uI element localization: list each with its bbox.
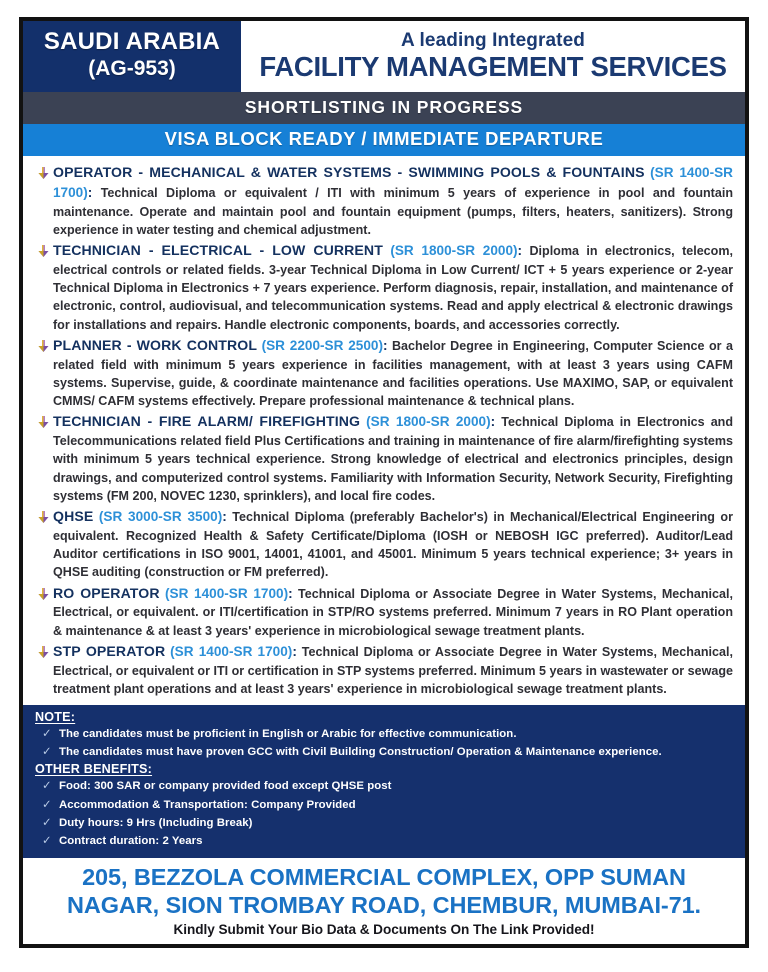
job-description: Bachelor Degree in Engineering, Computer Science or a related field with minimum 5 years experience in facilities management, with at least 3 years using CAFM systems. Supervise, guide, & coordinate maintenance and facilities operations. Use MAXIMO, SAP, or equivalent CMMS/ CAFM systems effectively. Prepare professional maintenance & technical plans. [53,338,733,409]
note-item-container [35,726,733,761]
job-title: TECHNICIAN - ELECTRICAL - LOW CURRENT [53,242,383,259]
down-arrow-icon [33,162,53,179]
visa-banner: VISA BLOCK READY / IMMEDIATE DEPARTURE [23,124,745,156]
job-listing [33,162,733,239]
job-description: Technical Diploma or Associate Degree in Water Systems, Mechanical, Electrical, or equivalent. or ITI/certification in STP/RO systems preferred. Minimum 7 years in RO Plant operation & maintenance & at least 3 years' experience in microbiological sewage treatment plants. [53,586,733,638]
check-icon: ✓ [42,746,52,759]
job-list [23,156,745,705]
job-text [53,162,733,239]
job-salary: (SR 1800-SR 2000) [366,414,491,430]
job-listing [33,583,733,640]
checklist-text: The candidates must be proficient in English or Arabic for effective communication. [59,728,517,740]
checklist-item [35,726,733,743]
job-text [53,506,733,582]
check-icon: ✓ [42,834,52,847]
recruitment-poster [19,17,749,948]
job-salary: (SR 1400-SR 1700) [53,165,733,200]
checklist-text: The candidates must have proven GCC with Civil Building Construction/ Operation & Maintenance experience. [59,746,662,759]
job-salary: (SR 2200-SR 2500) [261,337,383,353]
job-salary: (SR 3000-SR 3500) [98,509,223,525]
reference-code: (AG-953) [88,56,176,80]
check-icon: ✓ [42,780,52,793]
job-colon: : [292,643,297,659]
poster-header [23,21,745,92]
checklist-item [35,744,733,761]
down-arrow-icon [33,583,53,600]
job-listing [33,506,733,582]
down-arrow-icon [33,506,53,523]
benefit-item-container [35,778,733,849]
job-colon: : [517,243,523,259]
country-name: SAUDI ARABIA [43,28,221,56]
job-salary: (SR 1400-SR 1700) [164,585,289,601]
job-listing [33,240,733,334]
job-text [53,240,733,334]
job-title: QHSE [53,508,94,525]
job-description: Technical Diploma (preferably Bachelor's) in Mechanical/Electrical Engineering or equivalent. Recognized Health & Safety Certificate/Diploma (IOSH or NEBOSH IGC preferred). Auditor/Lead Auditor certifications in ISO 9001, 14001, 41001, and 45001. Minimum 5 years technical experience; 3+ years in QHSE auditing (construction or FM preferred). [53,510,733,580]
checklist-text: Accommodation & Transportation: Company Provided [59,798,356,811]
down-arrow-icon [33,411,53,428]
checklist-item [35,815,733,832]
company-title-block [241,21,745,92]
checklist-text: Food: 300 SAR or company provided food except QHSE post [59,780,392,793]
check-icon: ✓ [42,816,52,829]
job-title: OPERATOR - MECHANICAL & WATER SYSTEMS - SWIMMING POOLS & FOUNTAINS [53,164,645,180]
company-name: FACILITY MANAGEMENT SERVICES [259,50,727,82]
checklist-text: Contract duration: 2 Years [59,834,203,847]
job-colon: : [490,414,496,430]
shortlisting-banner: SHORTLISTING IN PROGRESS [23,92,745,124]
checklist-item [35,833,733,850]
check-icon: ✓ [42,798,52,811]
job-description: Technical Diploma or equivalent / ITI with minimum 5 years of experience in pool and fountain maintenance. Operate and maintain pool and fountain equipment (pumps, filters, heaters, sanitizers). Strong experience in water testing and chemical adjustment. [53,185,733,237]
job-colon: : [382,337,388,353]
checklist-item [35,797,733,814]
down-arrow-icon [33,335,53,352]
job-text [53,411,733,505]
job-description: Technical Diploma or Associate Degree in Water Systems, Mechanical, Electrical, or equivalent or ITI or certification in STP systems preferred. Minimum 5 years in wastewater or sewage treatment plant operations and at least 3 years' experience in microbiological sewage treatment plants. [53,644,733,696]
job-title: RO OPERATOR [53,584,160,601]
job-colon: : [87,184,93,200]
job-text [53,583,733,640]
job-colon: : [222,509,227,525]
job-salary: (SR 1400-SR 1700) [170,643,293,659]
checklist-text: Duty hours: 9 Hrs (Including Break) [59,816,253,829]
down-arrow-icon [33,240,53,257]
job-listing [33,335,733,411]
job-title: PLANNER - WORK CONTROL [53,336,258,353]
notes-panel [23,705,745,858]
job-description: Technical Diploma in Electronics and Telecommunications related field Plus Certifications and training in maintenance of fire alarm/firefighting systems with minimum 5 years technical experience. Strong knowledge of electrical and electronics principles, design drawings, and computerized control systems. Familiarity with Information Security, Network Security, Firefighting systems (FM 200, NOVEC 1230, sprinklers), and local fire codes. [53,415,734,503]
benefits-heading: OTHER BENEFITS: [35,762,153,777]
job-title: STP OPERATOR [53,642,166,659]
job-colon: : [288,585,293,601]
company-tagline: A leading Integrated [401,29,585,51]
note-heading: NOTE: [35,710,76,724]
job-listing [33,411,733,505]
check-icon: ✓ [42,728,52,740]
address-line-2: NAGAR, SION TROMBAY ROAD, CHEMBUR, MUMBAI-71. [67,891,701,918]
country-badge [23,21,241,92]
job-salary: (SR 1800-SR 2000) [390,243,518,259]
submission-instruction: Kindly Submit Your Bio Data & Documents On The Link Provided! [173,922,595,937]
address-block [23,858,745,944]
job-title: TECHNICIAN - FIRE ALARM/ FIREFIGHTING [53,413,361,430]
job-description: Diploma in electronics, telecom, electrical controls or related fields. 3-year Technical Diploma in Low Current/ ICT + 5 years experience or 2-year Technical Diploma in Electronics + 7 years experience. Perform diagnosis, repair, installation, and maintenance of electronic, control, audiovisual, and telecommunication systems. Read and apply electrical & electronic drawings for installations and repairs. Handle electronic components, boards, and accessories correctly. [53,244,733,332]
job-text [53,335,733,411]
address-line-1: 205, BEZZOLA COMMERCIAL COMPLEX, OPP SUMAN [82,864,686,891]
job-text [53,641,733,698]
checklist-item [35,778,733,795]
job-listing [33,641,733,698]
down-arrow-icon [33,641,53,658]
